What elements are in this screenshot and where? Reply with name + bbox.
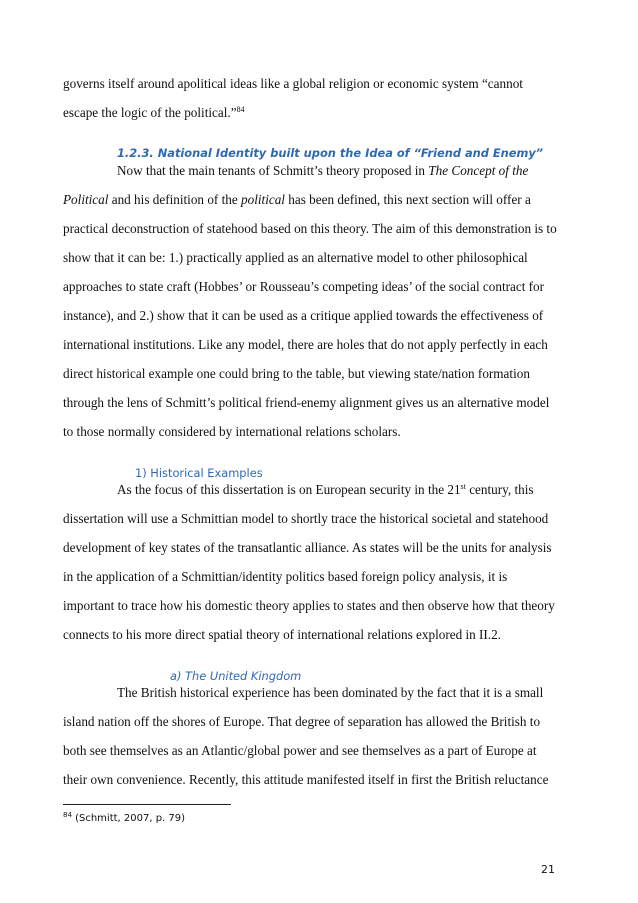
- text: Now that the main tenants of Schmitt’s theory proposed in: [117, 163, 429, 178]
- paragraph-line: island nation off the shores of Europe. That degree of separation has allowed the British to: [63, 714, 541, 729]
- text: governs itself around apolitical ideas like a global religion or economic system “cannot: [63, 76, 523, 91]
- book-title: The Concept of the: [428, 163, 529, 178]
- emphasis: political: [241, 192, 285, 207]
- paragraph-line: [117, 163, 528, 179]
- footnote: [63, 813, 185, 824]
- paragraph-line: to those normally considered by international relations scholars.: [63, 424, 401, 439]
- paragraph-line: development of key states of the transatlantic alliance. As states will be the units for analysis: [63, 540, 552, 555]
- page-number: 21: [541, 863, 555, 876]
- text: has been defined, this next section will offer a: [284, 192, 531, 207]
- footnote-text: (Schmitt, 2007, p. 79): [71, 813, 186, 824]
- paragraph-line: international institutions. Like any model, there are holes that do not apply perfectly in each: [63, 337, 548, 352]
- paragraph-line: [63, 76, 523, 92]
- section-heading-united-kingdom: a) The United Kingdom: [170, 669, 302, 683]
- paragraph-line: approaches to state craft (Hobbes’ or Rousseau’s competing ideas’ of the social contract for: [63, 279, 545, 294]
- paragraph-line: The British historical experience has been dominated by the fact that it is a small: [117, 685, 544, 700]
- section-heading-historical-examples: 1) Historical Examples: [135, 466, 263, 480]
- text: escape the logic of the political.”: [63, 105, 237, 120]
- paragraph-line: [117, 482, 534, 498]
- paragraph-line: connects to his more direct spatial theory of international relations explored in II.2.: [63, 627, 501, 642]
- paragraph-line: [63, 192, 531, 208]
- paragraph-line: through the lens of Schmitt’s political friend-enemy alignment gives us an alternative model: [63, 395, 550, 410]
- paragraph-line: important to trace how his domestic theory applies to states and then observe how that theory: [63, 598, 555, 613]
- paragraph-line: direct historical example one could bring to the table, but viewing state/nation formation: [63, 366, 530, 381]
- ordinal-suffix: st: [460, 482, 466, 491]
- paragraph-line: their own convenience. Recently, this attitude manifested itself in first the British reluctance: [63, 772, 549, 787]
- paragraph-line: practical deconstruction of statehood based on this theory. The aim of this demonstration is to: [63, 221, 557, 236]
- paragraph-line: dissertation will use a Schmittian model to shortly trace the historical societal and statehood: [63, 511, 549, 526]
- text: As the focus of this dissertation is on European security in the 21: [117, 482, 461, 497]
- footnote-divider: [63, 804, 231, 805]
- paragraph-line: show that it can be: 1.) practically applied as an alternative model to other philosophical: [63, 250, 528, 265]
- paragraph-line: instance), and 2.) show that it can be used as a critique applied towards the effectiveness of: [63, 308, 544, 323]
- paragraph-line: in the application of a Schmittian/identity politics based foreign policy analysis, it is: [63, 569, 508, 584]
- section-heading-1-2-3: 1.2.3. National Identity built upon the Idea of “Friend and Enemy”: [117, 146, 544, 160]
- paragraph-line: [63, 105, 245, 121]
- footnote-reference: 84: [236, 105, 245, 114]
- footnote-number: 84: [63, 811, 72, 819]
- paragraph-line: both see themselves as an Atlantic/global power and see themselves as a part of Europe at: [63, 743, 537, 758]
- text: century, this: [465, 482, 534, 497]
- book-title: Political: [63, 192, 109, 207]
- text: and his definition of the: [108, 192, 242, 207]
